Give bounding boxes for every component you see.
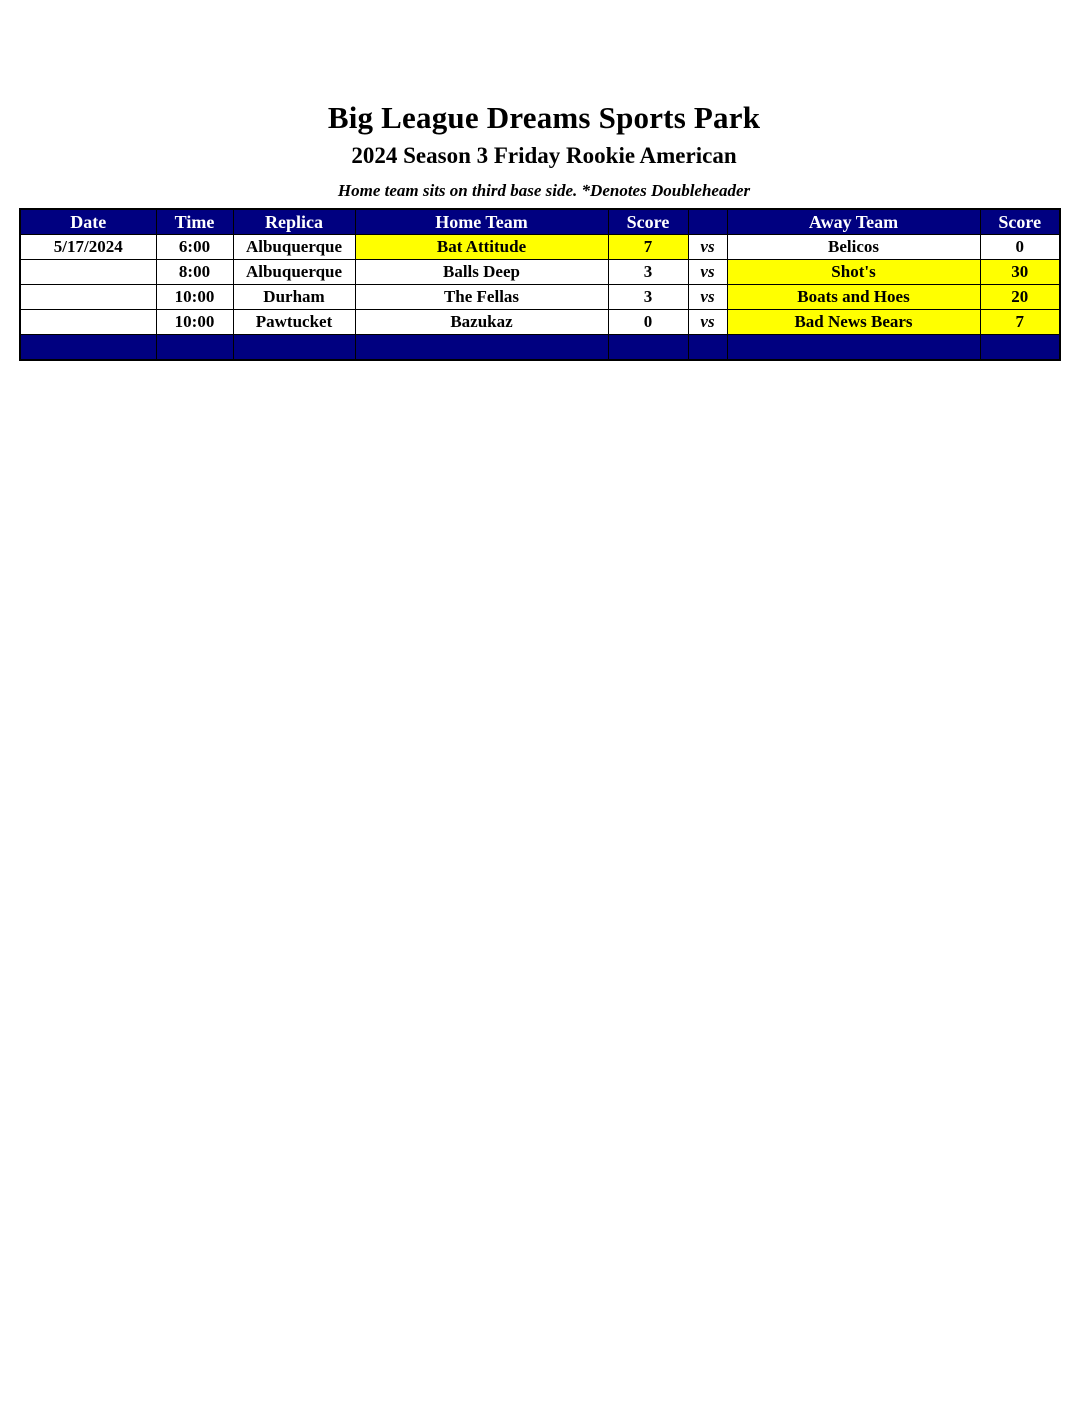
time-cell: 6:00 [156, 235, 233, 260]
column-header-away-team: Away Team [727, 209, 980, 235]
date-cell: 5/17/2024 [20, 235, 156, 260]
away-score-cell: 0 [980, 235, 1060, 260]
away-score-cell: 30 [980, 260, 1060, 285]
vs-cell: vs [688, 260, 727, 285]
away-team-cell: Belicos [727, 235, 980, 260]
footer-cell [688, 335, 727, 361]
home-team-cell: Bazukaz [355, 310, 608, 335]
away-score-cell: 7 [980, 310, 1060, 335]
column-header-replica: Replica [233, 209, 355, 235]
footer-cell [980, 335, 1060, 361]
home-score-cell: 3 [608, 260, 688, 285]
vs-cell: vs [688, 310, 727, 335]
footer-cell [608, 335, 688, 361]
date-cell [20, 260, 156, 285]
table-row [20, 235, 1060, 260]
home-score-cell: 3 [608, 285, 688, 310]
table-row [20, 285, 1060, 310]
table-footer-row [20, 335, 1060, 361]
home-team-cell: Bat Attitude [355, 235, 608, 260]
time-cell: 10:00 [156, 285, 233, 310]
vs-cell: vs [688, 285, 727, 310]
time-cell: 10:00 [156, 310, 233, 335]
date-cell [20, 310, 156, 335]
column-header-vs [688, 209, 727, 235]
replica-cell: Pawtucket [233, 310, 355, 335]
footer-cell [20, 335, 156, 361]
page-subtitle: 2024 Season 3 Friday Rookie American [351, 143, 737, 168]
column-header-away-score: Score [980, 209, 1060, 235]
schedule-table [19, 208, 1061, 361]
home-score-cell: 7 [608, 235, 688, 260]
replica-cell: Albuquerque [233, 260, 355, 285]
date-cell [20, 285, 156, 310]
away-team-cell: Shot's [727, 260, 980, 285]
column-header-time: Time [156, 209, 233, 235]
away-team-cell: Bad News Bears [727, 310, 980, 335]
vs-cell: vs [688, 235, 727, 260]
column-header-home-team: Home Team [355, 209, 608, 235]
schedule-note: Home team sits on third base side. *Denotes Doubleheader [337, 181, 751, 200]
away-team-cell: Boats and Hoes [727, 285, 980, 310]
page-title: Big League Dreams Sports Park [327, 100, 761, 135]
replica-cell: Albuquerque [233, 235, 355, 260]
footer-cell [156, 335, 233, 361]
home-team-cell: The Fellas [355, 285, 608, 310]
table-row [20, 260, 1060, 285]
home-team-cell: Balls Deep [355, 260, 608, 285]
column-header-date: Date [20, 209, 156, 235]
footer-cell [355, 335, 608, 361]
footer-cell [727, 335, 980, 361]
table-row [20, 310, 1060, 335]
column-header-home-score: Score [608, 209, 688, 235]
replica-cell: Durham [233, 285, 355, 310]
table-header-row [20, 209, 1060, 235]
time-cell: 8:00 [156, 260, 233, 285]
home-score-cell: 0 [608, 310, 688, 335]
away-score-cell: 20 [980, 285, 1060, 310]
footer-cell [233, 335, 355, 361]
